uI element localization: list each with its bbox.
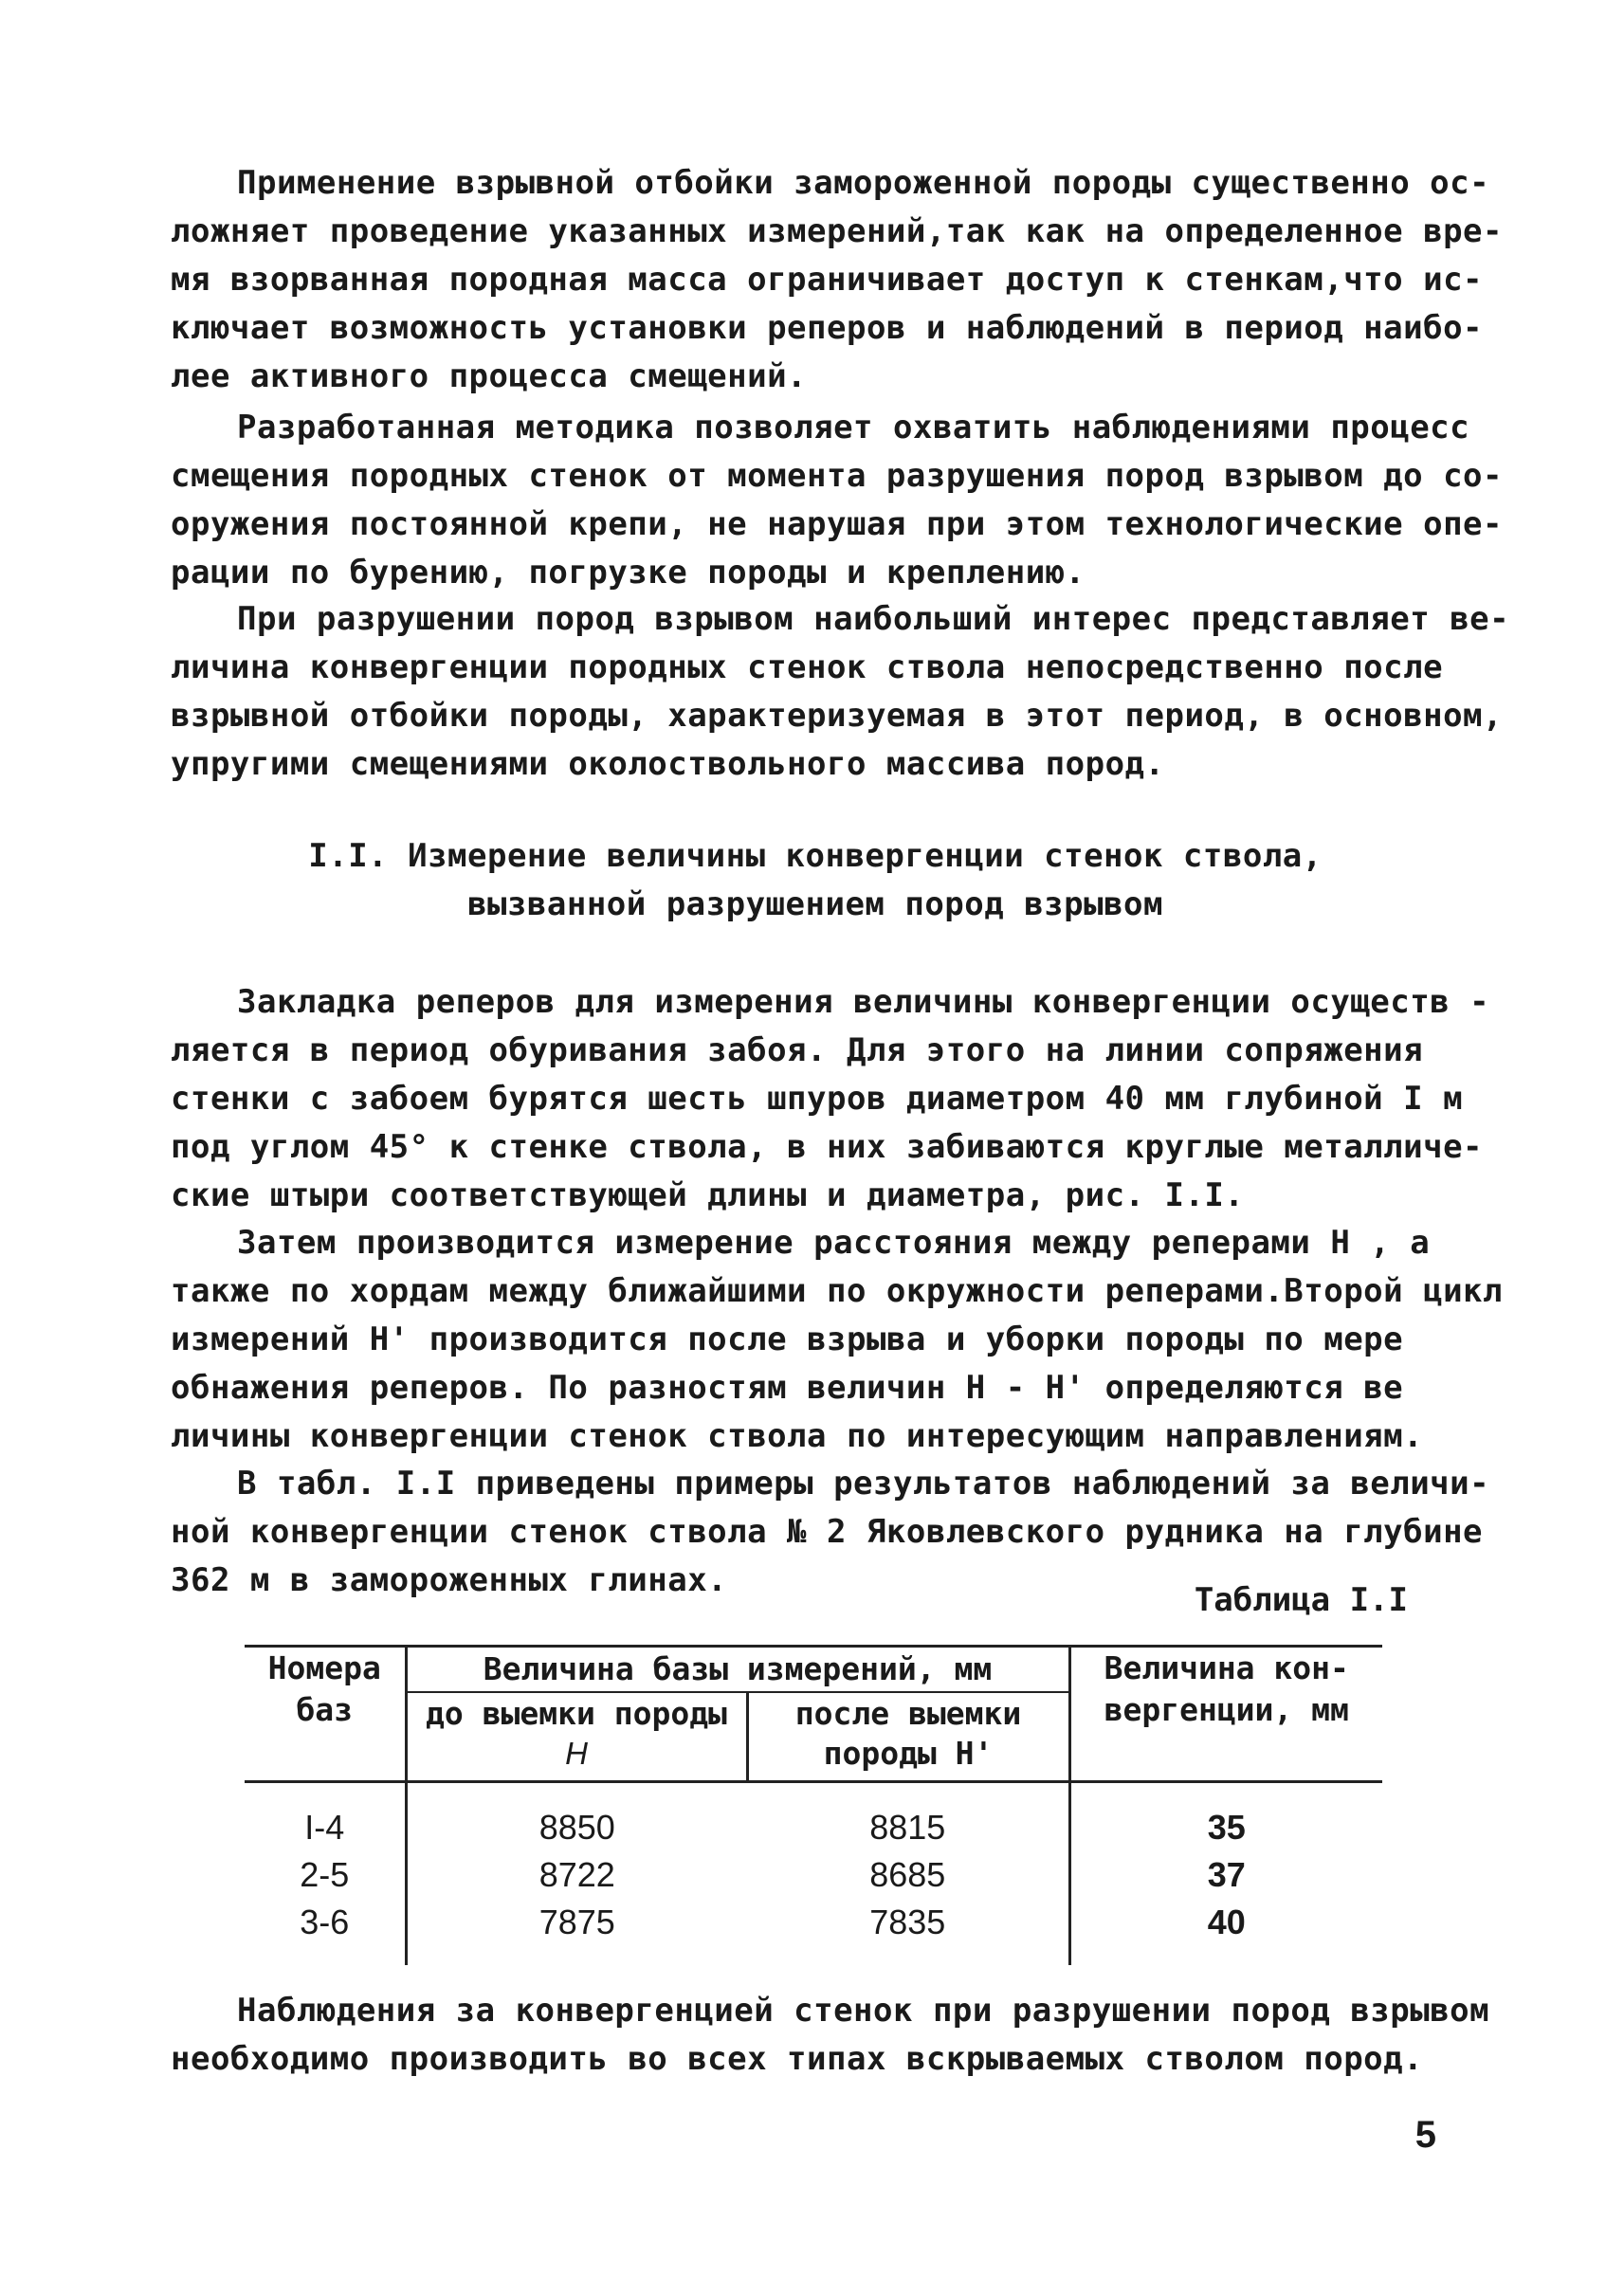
paragraph-7 [171,1987,1490,2084]
cell-after: 8685 [869,1855,946,1894]
text-line: ной конвергенции стенок ствола № 2 Яковлевского рудника на глубине [171,1513,1484,1551]
header-text: Номера [267,1649,381,1686]
text-line: Разработанная методика позволяет охватить наблюдениями процесс [237,409,1470,446]
heading-line: I.I. Измерение величины конвергенции стенок ствола, [308,837,1323,875]
convergence-table [245,1645,1382,1965]
table-row [245,1851,1382,1899]
cell-convergence: 37 [1069,1851,1382,1899]
header-text: баз [296,1691,354,1728]
header-text: Величина кон- [1104,1649,1349,1686]
text-line: лее активного процесса смещений. [171,357,808,395]
cell-before: 8722 [406,1851,747,1899]
text-line: ключает возможность установки реперов и наблюдений в период наибо- [171,309,1484,347]
page-number: 5 [1414,2114,1436,2156]
table-row [245,1899,1382,1965]
text-line: Затем производится измерение расстояния между реперами H , а [237,1224,1431,1262]
cell-after: 7835 [869,1903,946,1941]
cell-base: I-4 [304,1808,345,1847]
text-line: рации по бурению, погрузке породы и креплению. [171,554,1086,592]
header-text: вергенции, мм [1104,1691,1349,1728]
header-text: до выемки породы [426,1695,727,1732]
text-line: личина конвергенции породных стенок ствола непосредственно после [171,648,1444,686]
cell-after: 8815 [869,1808,946,1847]
text-line: также по хордам между ближайшими по окружности реперами.Второй цикл [171,1272,1503,1310]
paragraph-2 [171,404,1503,597]
text-line: 362 м в замороженных глинах. [171,1561,728,1599]
text-line: В табл. I.I приведены примеры результатов наблюдений за величи- [237,1465,1490,1503]
text-line: стенки с забоем бурятся шесть шпуров диаметром 40 мм глубиной I м [171,1080,1464,1118]
paragraph-4 [171,978,1490,1220]
text-line: упругими смещениями околоствольного массива пород. [171,745,1165,783]
table-caption: Таблица I.I [1194,1581,1408,1619]
header-after-excavation [747,1692,1069,1782]
table-row [245,1782,1382,1852]
section-heading [171,832,1460,929]
paragraph-3 [171,595,1510,789]
cell-base: 3-6 [300,1903,350,1941]
text-line: обнажения реперов. По разностям величин H - H' определяются ве [171,1369,1404,1407]
cell-convergence: 40 [1069,1899,1382,1965]
text-line: личины конвергенции стенок ствола по интересующим направлениям. [171,1417,1424,1455]
text-line: При разрушении пород взрывом наибольший интерес представляет ве- [237,600,1510,638]
cell-before: 7875 [406,1899,747,1965]
text-line: Применение взрывной отбойки замороженной породы существенно ос- [237,164,1490,202]
text-line: Наблюдения за конвергенцией стенок при разрушении пород взрывом [237,1992,1490,2030]
text-line: ложняет проведение указанных измерений,так как на определенное вре- [171,212,1503,250]
paragraph-1 [171,159,1503,401]
header-before-excavation [406,1692,747,1782]
text-line: смещения породных стенок от момента разрушения пород взрывом до со- [171,457,1503,495]
text-line: измерений H' производится после взрыва и уборки породы по мере [171,1321,1404,1358]
paragraph-5 [171,1219,1503,1461]
header-convergence [1069,1647,1382,1782]
cell-base: 2-5 [300,1855,350,1894]
text-line: ляется в период обуривания забоя. Для этого на линии сопряжения [171,1031,1424,1069]
text-line: оружения постоянной крепи, не нарушая при этом технологические опе- [171,505,1503,543]
cell-convergence: 35 [1069,1782,1382,1852]
header-symbol: H [565,1736,588,1771]
text-line: под углом 45° к стенке ствола, в них забиваются круглые металличе- [171,1128,1484,1166]
header-text: после выемки [794,1695,1022,1732]
header-base-value-group: Величина базы измерений, мм [406,1647,1069,1693]
cell-before: 8850 [406,1782,747,1852]
header-base-numbers [245,1647,406,1782]
text-line: мя взорванная породная масса ограничивает доступ к стенкам,что ис- [171,261,1484,299]
text-line: необходимо производить во всех типах вскрываемых стволом пород. [171,2040,1424,2078]
heading-line: вызванной разрушением пород взрывом [467,885,1163,923]
header-text: породы H' [823,1735,994,1772]
text-line: взрывной отбойки породы, характеризуемая в этот период, в основном, [171,697,1503,735]
text-line: ские штыри соответствующей длины и диаметра, рис. I.I. [171,1176,1245,1214]
text-line: Закладка реперов для измерения величины конвергенции осуществ - [237,983,1490,1021]
